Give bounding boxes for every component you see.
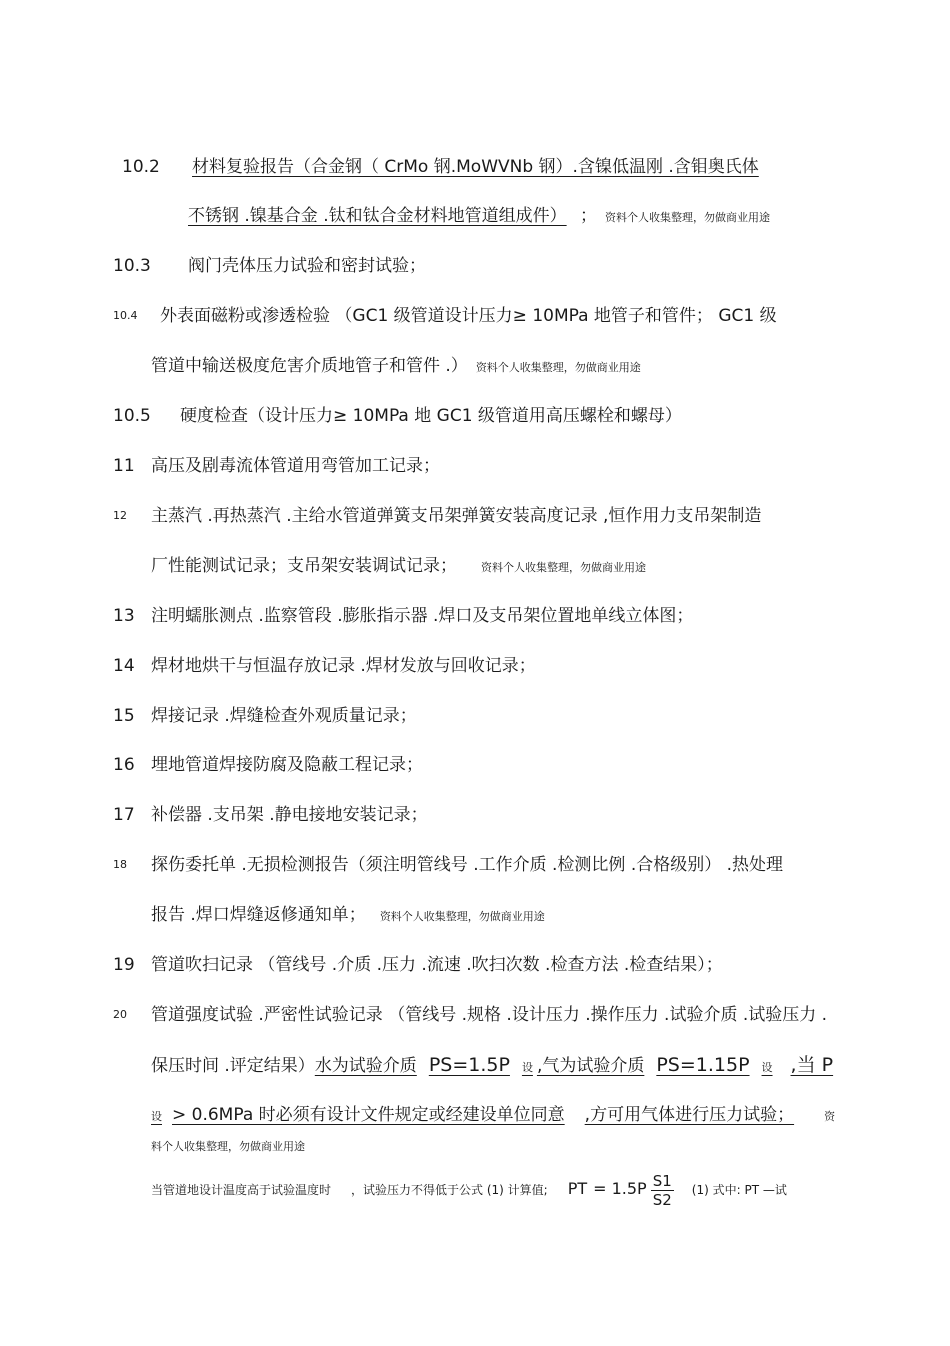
item-number: 10.3 [113, 256, 151, 276]
watermark-note: 资料个人收集整理，勿做商业用途 [605, 211, 771, 224]
item-text [188, 205, 770, 229]
item-text [151, 555, 646, 579]
item-text: 探伤委托单 .无损检测报告（须注明管线号 .工作介质 .检测比例 .合格级别） .热处理 [151, 855, 784, 875]
formula-lhs: PT [567, 1179, 588, 1198]
formula-tail: (1) 式中: PT —试 [691, 1183, 787, 1197]
item-text [192, 156, 759, 178]
fraction-numerator: S1 [652, 1172, 672, 1190]
design-subscript: 设 [151, 1110, 162, 1123]
item-text [151, 1054, 833, 1079]
watermark-note: 资料个人收集整理，勿做商业用途 [475, 361, 641, 374]
formula-mid: ，试验压力不得低于公式 (1) 计算值; [351, 1183, 548, 1197]
test-medium-gas: ,气为试验介质 [536, 1056, 645, 1076]
gas-test-condition: > 0.6MPa 时必须有设计文件规定或经建设单位同意 [172, 1105, 565, 1125]
item-number: 11 [113, 456, 135, 476]
item-number: 13 [113, 606, 135, 626]
item-text: 补偿器 .支吊架 .静电接地安装记录； [151, 805, 428, 825]
formula-line [151, 1166, 787, 1213]
item-text [151, 1104, 835, 1128]
formula-lead: 当管道地设计温度高于试验温度时 [151, 1183, 332, 1197]
item-number: 16 [113, 755, 135, 775]
item-text: 高压及剧毒流体管道用弯管加工记录； [151, 456, 440, 476]
item-line: 材料复验报告（合金钢（ CrMo 钢.MoWVNb 钢）.含镍低温刚 .含钼奥氏体 [192, 157, 759, 177]
item-text: 管道强度试验 .严密性试验记录 （管线号 .规格 .设计压力 .操作压力 .试验介质 .试验压力 . [151, 1005, 828, 1025]
watermark-note: 资 [824, 1110, 836, 1123]
watermark-note: 资料个人收集整理，勿做商业用途 [379, 910, 545, 923]
item-number: 14 [113, 656, 135, 676]
gas-pressure-formula: PS=1.15P [656, 1054, 750, 1076]
item-number: 18 [113, 858, 127, 871]
item-text: 主蒸汽 .再热蒸汽 .主给水管道弹簧支吊架弹簧安装高度记录 ,恒作用力支吊架制造 [151, 506, 762, 526]
formula-fraction [651, 1172, 674, 1209]
fraction-denominator: S2 [652, 1191, 672, 1209]
item-text: 焊接记录 .焊缝检查外观质量记录； [151, 706, 417, 726]
water-pressure-formula: PS=1.5P [428, 1054, 510, 1076]
item-line: ； [580, 206, 598, 226]
gas-test-permission: ,方可用气体进行压力试验； [584, 1105, 795, 1125]
watermark-note: 料个人收集整理，勿做商业用途 [151, 1140, 305, 1153]
item-number: 17 [113, 805, 135, 825]
item-number: 19 [113, 955, 135, 975]
item-number: 10.2 [122, 157, 160, 177]
design-subscript: 设 [521, 1061, 533, 1074]
watermark-note: 资料个人收集整理，勿做商业用途 [481, 561, 646, 574]
item-text: 焊材地烘干与恒温存放记录 .焊材发放与回收记录； [151, 656, 536, 676]
item-text: 硬度检查（设计压力≥ 10MPa 地 GC1 级管道用高压螺栓和螺母） [180, 406, 682, 426]
item-number: 12 [113, 509, 127, 522]
item-line: 管道中输送极度危害介质地管子和管件 .） [151, 356, 468, 376]
item-text: 注明蠕胀测点 .监察管段 .膨胀指示器 .焊口及支吊架位置地单线立体图； [151, 606, 694, 626]
design-subscript: 设 [761, 1061, 773, 1074]
item-number: 10.4 [113, 309, 138, 322]
formula-eq: = 1.5P [593, 1179, 647, 1198]
item-line: 保压时间 .评定结果） [151, 1056, 315, 1076]
item-text: 阀门壳体压力试验和密封试验； [188, 256, 426, 276]
item-number: 15 [113, 706, 135, 726]
item-line: 报告 .焊口焊缝返修通知单； [151, 905, 366, 925]
item-number: 20 [113, 1008, 127, 1021]
item-number: 10.5 [113, 406, 151, 426]
when-p-text: ,当 P [790, 1054, 834, 1076]
item-text [151, 904, 545, 928]
item-text: 外表面磁粉或渗透检验 （GC1 级管道设计压力≥ 10MPa 地管子和管件； GC1 级 [160, 306, 777, 326]
item-line: 厂性能测试记录；支吊架安装调试记录； [151, 556, 457, 576]
test-medium-water: 水为试验介质 [314, 1056, 417, 1076]
item-text [151, 355, 641, 379]
item-text: 管道吹扫记录 （管线号 .介质 .压力 .流速 .吹扫次数 .检查方法 .检查结果）； [151, 955, 723, 975]
item-text: 埋地管道焊接防腐及隐蔽工程记录； [151, 755, 423, 775]
item-line: 不锈钢 .镍基合金 .钛和钛合金材料地管道组成件） [188, 206, 567, 226]
